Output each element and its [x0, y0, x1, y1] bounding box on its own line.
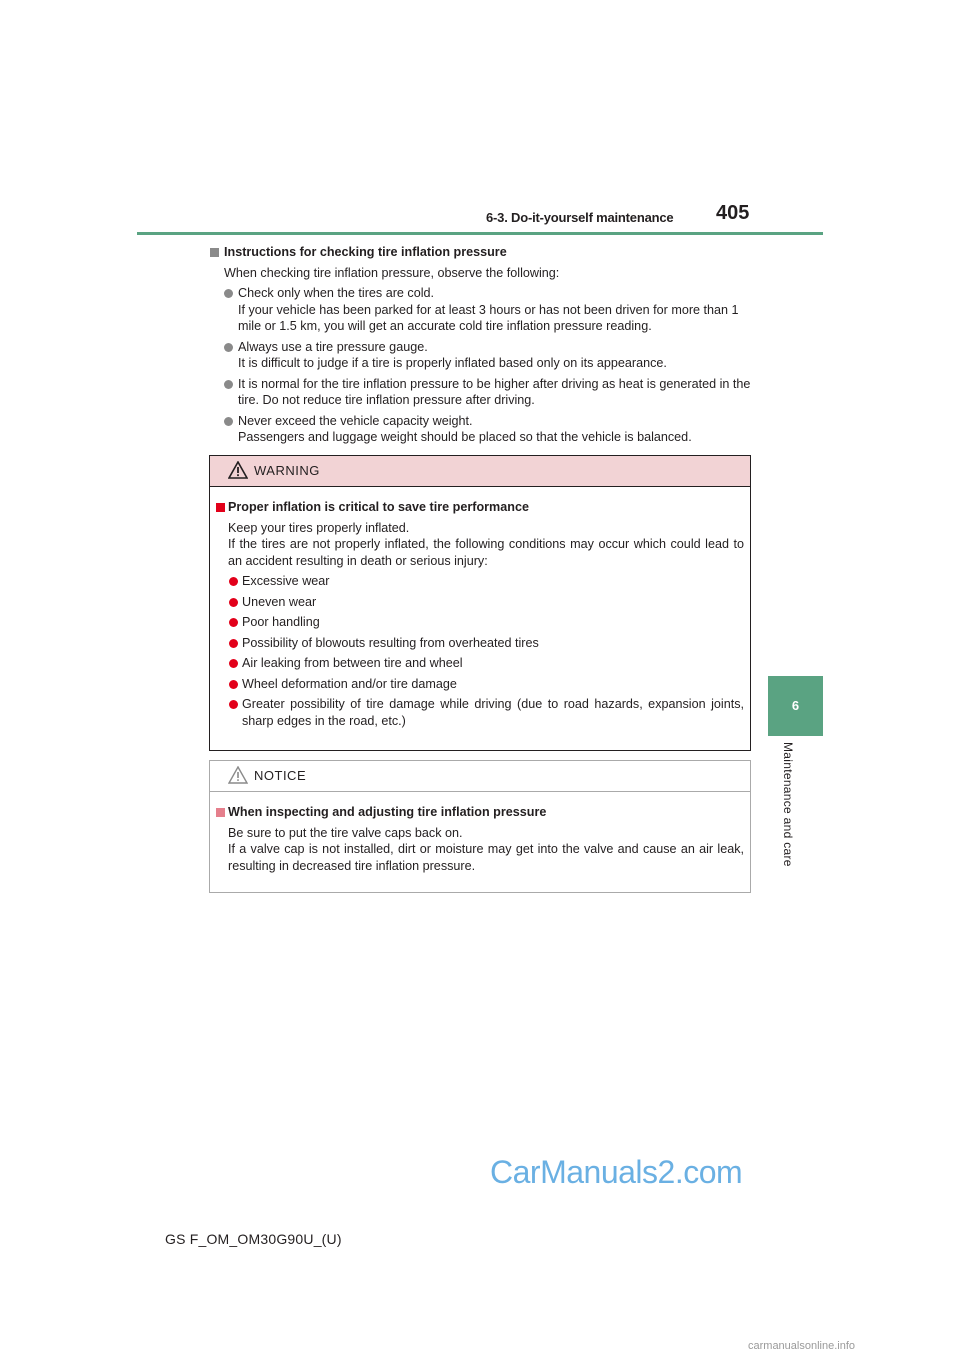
circle-bullet-icon — [224, 343, 233, 352]
square-bullet-icon — [216, 808, 225, 817]
watermark-logo: CarManuals2.com — [490, 1154, 743, 1190]
circle-bullet-icon — [229, 598, 238, 607]
intro-text: When checking tire inflation pressure, observe the following: — [224, 265, 560, 280]
chapter-tab[interactable]: 6 — [768, 676, 823, 736]
list-item: Check only when the tires are cold. If your vehicle has been parked for at least 3 hours or has not been driven for more than 1 mile or 1.5 km, you will get an accurate cold tire inflation pressure reading. — [210, 285, 755, 335]
list-item: Wheel deformation and/or tire damage — [216, 676, 744, 693]
notice-title: NOTICE — [254, 768, 307, 783]
notice-box — [209, 760, 751, 893]
square-bullet-icon — [216, 503, 225, 512]
section-header: 6-3. Do-it-yourself maintenance — [486, 210, 674, 225]
section-heading: Instructions for checking tire inflation pressure — [210, 244, 755, 261]
list-item: Poor handling — [216, 614, 744, 631]
list-item: Excessive wear — [216, 573, 744, 590]
circle-bullet-icon — [229, 618, 238, 627]
list-item: Air leaking from between tire and wheel — [216, 655, 744, 672]
caution-triangle-icon — [228, 766, 248, 784]
circle-bullet-icon — [229, 680, 238, 689]
circle-bullet-icon — [224, 289, 233, 298]
list-item: Greater possibility of tire damage while driving (due to road hazards, expansion joints, sharp edges in the road, etc.) — [216, 696, 744, 729]
list-item: Always use a tire pressure gauge. It is difficult to judge if a tire is properly inflated based only on its appearance. — [210, 339, 755, 372]
list-item: Possibility of blowouts resulting from overheated tires — [216, 635, 744, 652]
list-item: It is normal for the tire inflation pressure to be higher after driving as heat is generated in the tire. Do not reduce tire inflation pressure after driving. — [210, 376, 755, 409]
circle-bullet-icon — [229, 639, 238, 648]
square-bullet-icon — [210, 248, 219, 257]
chapter-label: Maintenance and care — [781, 742, 795, 867]
watermark-url: carmanualsonline.info — [748, 1340, 856, 1352]
main-content — [210, 244, 755, 446]
warning-header — [210, 456, 750, 487]
warning-intro: Keep your tires properly inflated. — [228, 520, 410, 535]
notice-heading: When inspecting and adjusting tire inflation pressure — [216, 804, 744, 821]
warning-heading: Proper inflation is critical to save tire performance — [216, 499, 744, 516]
warning-intro: If the tires are not properly inflated, the following conditions may occur which could lead to an accident resulting in death or serious injury: — [228, 537, 744, 568]
notice-text: If a valve cap is not installed, dirt or moisture may get into the valve and cause an air leak, resulting in decreased tire inflation pressure. — [228, 842, 744, 873]
circle-bullet-icon — [229, 700, 238, 709]
warning-title: WARNING — [254, 463, 320, 478]
header-rule — [137, 232, 823, 235]
warning-box — [209, 455, 751, 751]
list-item: Never exceed the vehicle capacity weight. Passengers and luggage weight should be placed so that the vehicle is balanced. — [210, 413, 755, 446]
circle-bullet-icon — [229, 577, 238, 586]
circle-bullet-icon — [224, 380, 233, 389]
list-item: Uneven wear — [216, 594, 744, 611]
circle-bullet-icon — [224, 417, 233, 426]
circle-bullet-icon — [229, 659, 238, 668]
document-id: GS F_OM_OM30G90U_(U) — [165, 1231, 342, 1247]
warning-triangle-icon — [228, 461, 248, 479]
warning-body — [210, 487, 750, 729]
page-number: 405 — [716, 202, 750, 224]
notice-header — [210, 761, 750, 792]
notice-text: Be sure to put the tire valve caps back on. — [228, 825, 463, 840]
notice-body — [210, 792, 750, 874]
